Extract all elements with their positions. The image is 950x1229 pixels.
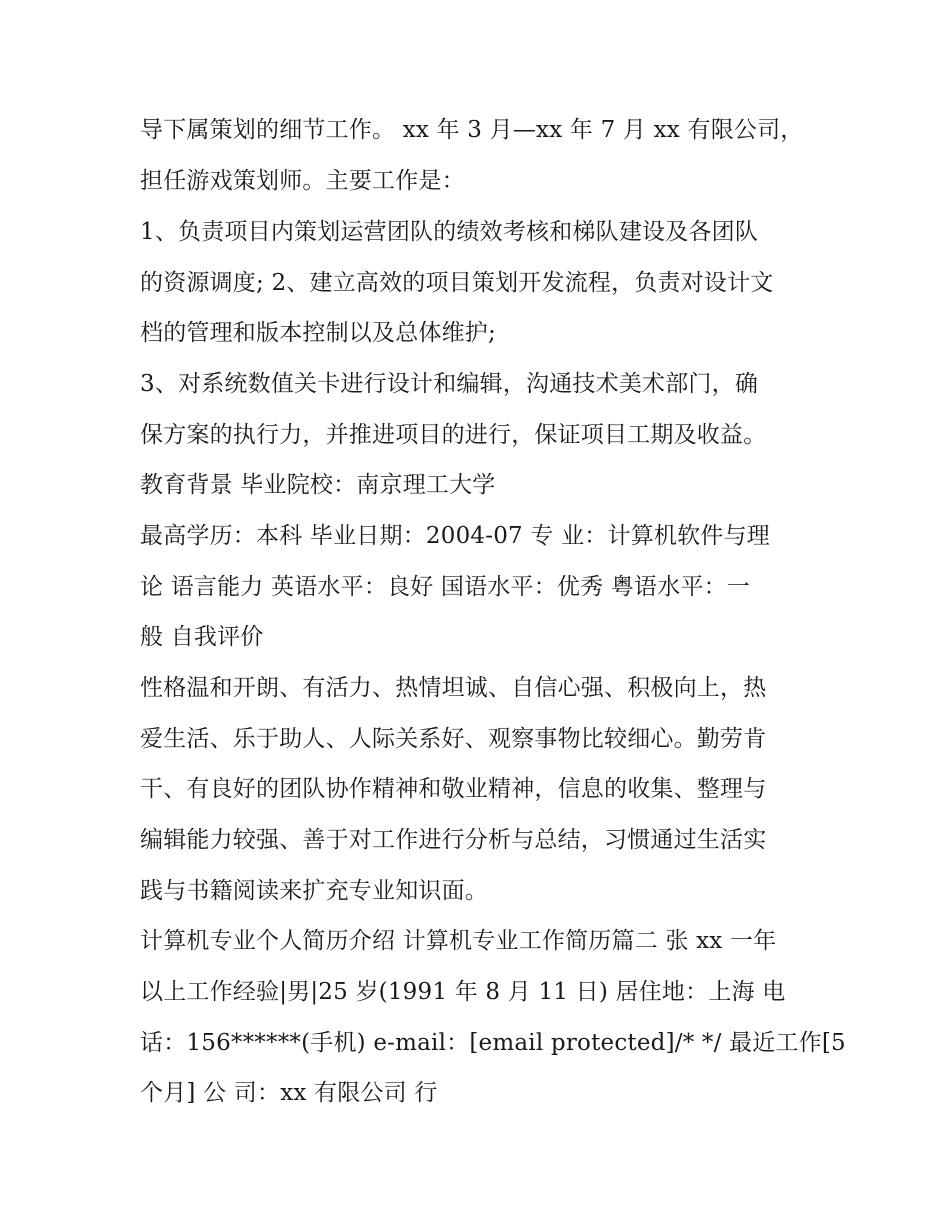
text-line: 保方案的执行力，并推进项目的进行，保证项目工期及收益。 [140,422,767,448]
text-line: 3、对系统数值关卡进行设计和编辑，沟通技术美术部门，确 [140,371,759,397]
text-line: 的资源调度; 2、建立高效的项目策划开发流程，负责对设计文 [140,270,774,296]
text-line: 话：156******(手机) e-mail：[email protected]/* */ 最近工作[5 [140,1030,846,1056]
text-line: 最高学历：本科 毕业日期：2004-07 专 业：计算机软件与理 [140,523,770,549]
text-line: 干、有良好的团队协作精神和敬业精神，信息的收集、整理与 [140,776,767,802]
text-line: 践与书籍阅读来扩充专业知识面。 [140,878,488,904]
text-line: 档的管理和版本控制以及总体维护; [140,320,496,346]
text-line: 1、负责项目内策划运营团队的绩效考核和梯队建设及各团队 [140,219,759,245]
text-line: 性格温和开朗、有活力、热情坦诚、自信心强、积极向上，热 [140,675,767,701]
text-line: 导下属策划的细节工作。 xx 年 3 月—xx 年 7 月 xx 有限公司， [140,117,804,143]
text-line: 编辑能力较强、善于对工作进行分析与总结，习惯通过生活实 [140,827,767,853]
section-heading-education: 教育背景 毕业院校：南京理工大学 [140,472,496,498]
section-heading-resume-two: 计算机专业个人简历介绍 计算机专业工作简历篇二 张 xx 一年 [140,928,777,954]
section-heading-self-evaluation: 般 自我评价 [140,624,264,650]
text-line: 论 语言能力 英语水平：良好 国语水平：优秀 粤语水平：一 [140,574,751,600]
text-line: 担任游戏策划师。主要工作是： [140,168,465,194]
text-line: 以上工作经验|男|25 岁(1991 年 8 月 11 日) 居住地：上海 电 [140,979,786,1005]
text-line: 爱生活、乐于助人、人际关系好、观察事物比较细心。勤劳肯 [140,726,767,752]
text-line: 个月] 公 司：xx 有限公司 行 [140,1080,438,1106]
